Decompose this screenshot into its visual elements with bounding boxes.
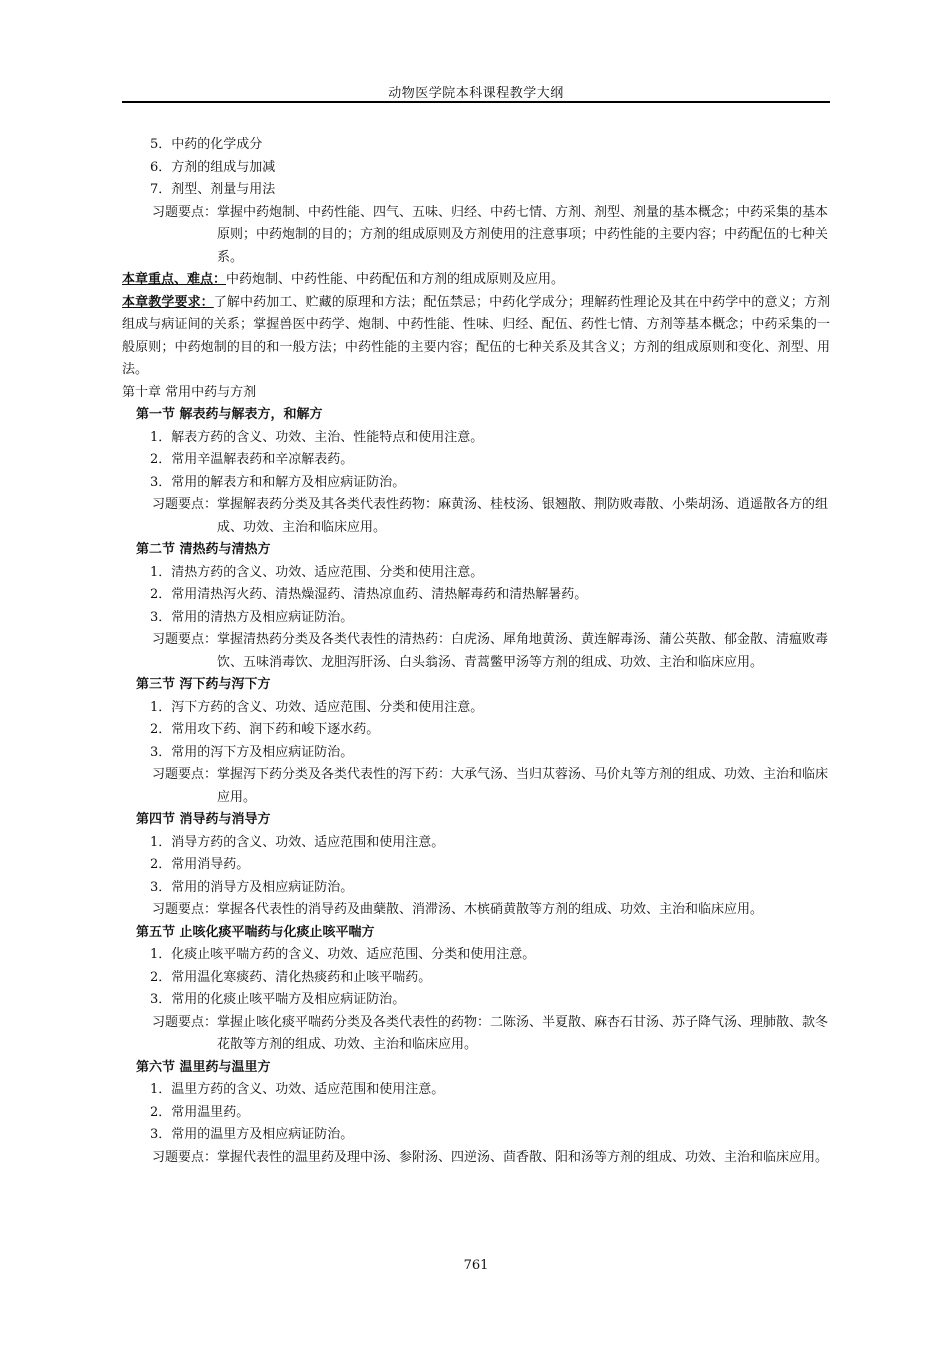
list-item: 2．常用温里药。: [150, 1104, 250, 1120]
exercise-note-text: 掌握解表药分类及其各类代表性药物：麻黄汤、桂枝汤、银翘散、荆防败毒散、小柴胡汤、逍遥散各方的组成、功效、主治和临床应用。: [217, 497, 829, 535]
exercise-note-text: 掌握清热药分类及各类代表性的清热药：白虎汤、犀角地黄汤、黄连解毒汤、蒲公英散、郁金散、清瘟败毒饮、五味消毒饮、龙胆泻肝汤、白头翁汤、青蒿鳖甲汤等方剂的组成、功效、主治和临床应用。: [217, 632, 829, 670]
section-title: 第三节 泻下药与泻下方: [136, 677, 271, 692]
exercise-note: [122, 764, 830, 809]
list-item: 7．剂型、剂量与用法: [150, 182, 276, 197]
exercise-note-label: 习题要点：: [152, 204, 218, 220]
section-title: 第二节 清热药与清热方: [136, 542, 271, 557]
list-item: 2．常用消导药。: [150, 857, 250, 872]
section-title: 第一节 解表药与解表方，和解方: [136, 407, 323, 422]
list-item: 6．方剂的组成与加减: [150, 159, 276, 175]
list-item: 3．常用的温里方及相应病证防治。: [150, 1127, 354, 1142]
list-item: 3．常用的泻下方及相应病证防治。: [150, 744, 354, 760]
exercise-note-label: 习题要点：: [152, 632, 218, 647]
list-item: 2．常用清热泻火药、清热燥湿药、清热凉血药、清热解毒药和清热解暑药。: [150, 587, 588, 602]
list-item: 5．中药的化学成分: [150, 137, 263, 152]
exercise-note-label: 习题要点：: [152, 1014, 218, 1030]
list-item: 1．泻下方药的含义、功效、适应范围、分类和使用注意。: [150, 699, 484, 715]
exercise-note: [122, 202, 830, 270]
page-content: [122, 134, 830, 1169]
exercise-note-label: 习题要点：: [152, 902, 218, 917]
list-item: 1．清热方药的含义、功效、适应范围、分类和使用注意。: [150, 564, 484, 580]
list-item: 2．常用攻下药、润下药和峻下逐水药。: [150, 722, 380, 737]
list-item: 2．常用温化寒痰药、清化热痰药和止咳平喘药。: [150, 969, 432, 985]
requirements-paragraph: [122, 292, 830, 382]
list-item: 3．常用的消导方及相应病证防治。: [150, 879, 354, 895]
key-points-paragraph: [122, 269, 830, 292]
exercise-note-label: 习题要点：: [152, 767, 218, 782]
requirements-label: 本章教学要求：: [122, 294, 214, 310]
list-item: 3．常用的化痰止咳平喘方及相应病证防治。: [150, 992, 406, 1007]
exercise-note-text: 掌握各代表性的消导药及曲蘖散、消滞汤、木槟硝黄散等方剂的组成、功效、主治和临床应用。: [217, 902, 764, 917]
list-item: 3．常用的解表方和和解方及相应病证防治。: [150, 474, 406, 490]
exercise-note-text: 掌握泻下药分类及各类代表性的泻下药：大承气汤、当归苁蓉汤、马价丸等方剂的组成、功效、主治和临床应用。: [217, 767, 829, 805]
exercise-note: [122, 494, 830, 539]
list-item: 1．解表方药的含义、功效、主治、性能特点和使用注意。: [150, 429, 484, 445]
exercise-note: [122, 1147, 830, 1170]
list-item: 3．常用的清热方及相应病证防治。: [150, 609, 354, 625]
chapter-title: 第十章 常用中药与方剂: [122, 384, 257, 400]
list-item: 1．温里方药的含义、功效、适应范围和使用注意。: [150, 1082, 445, 1097]
requirements-text: 了解中药加工、贮藏的原理和方法；配伍禁忌；中药化学成分；理解药性理论及其在中药学中的意义；方剂组成与病证间的关系；掌握兽医中药学、炮制、中药性能、性味、归经、配伍、药性七情、方剂等基本概念；中药采集的一般原则；中药炮制的目的和一般方法；中药性能的主要内容；配伍的七种关系及其含义；方剂的组成原则和变化、剂型、用法。: [122, 294, 830, 377]
exercise-note-text: 掌握止咳化痰平喘药分类及各类代表性的药物：二陈汤、半夏散、麻杏石甘汤、苏子降气汤、理肺散、款冬花散等方剂的组成、功效、主治和临床应用。: [217, 1014, 829, 1052]
section-title: 第六节 温里药与温里方: [136, 1059, 271, 1075]
key-points-label: 本章重点、难点：: [122, 272, 227, 287]
exercise-note: [122, 629, 830, 674]
list-item: 1．消导方药的含义、功效、适应范围和使用注意。: [150, 834, 445, 850]
exercise-note: [122, 1012, 830, 1057]
list-item: 1．化痰止咳平喘方药的含义、功效、适应范围、分类和使用注意。: [150, 947, 536, 962]
exercise-note-label: 习题要点：: [152, 1149, 218, 1165]
exercise-note: [122, 899, 830, 922]
exercise-note-text: 掌握中药炮制、中药性能、四气、五味、归经、中药七情、方剂、剂型、剂量的基本概念；中药采集的基本原则；中药炮制的目的；方剂的组成原则及方剂使用的注意事项；中药性能的主要内容；中药配伍的七种关系。: [217, 204, 829, 265]
header-rule: [122, 101, 830, 103]
section-title: 第四节 消导药与消导方: [136, 812, 271, 827]
page-header-title: 动物医学院本科课程教学大纲: [388, 86, 564, 101]
page-number: 761: [463, 1258, 489, 1273]
exercise-note-text: 掌握代表性的温里药及理中汤、参附汤、四逆汤、茴香散、阳和汤等方剂的组成、功效、主治和临床应用。: [217, 1149, 829, 1165]
exercise-note-label: 习题要点：: [152, 497, 218, 512]
key-points-text: 中药炮制、中药性能、中药配伍和方剂的组成原则及应用。: [226, 272, 565, 287]
section-title: 第五节 止咳化痰平喘药与化痰止咳平喘方: [136, 924, 375, 940]
list-item: 2．常用辛温解表药和辛凉解表药。: [150, 452, 354, 467]
